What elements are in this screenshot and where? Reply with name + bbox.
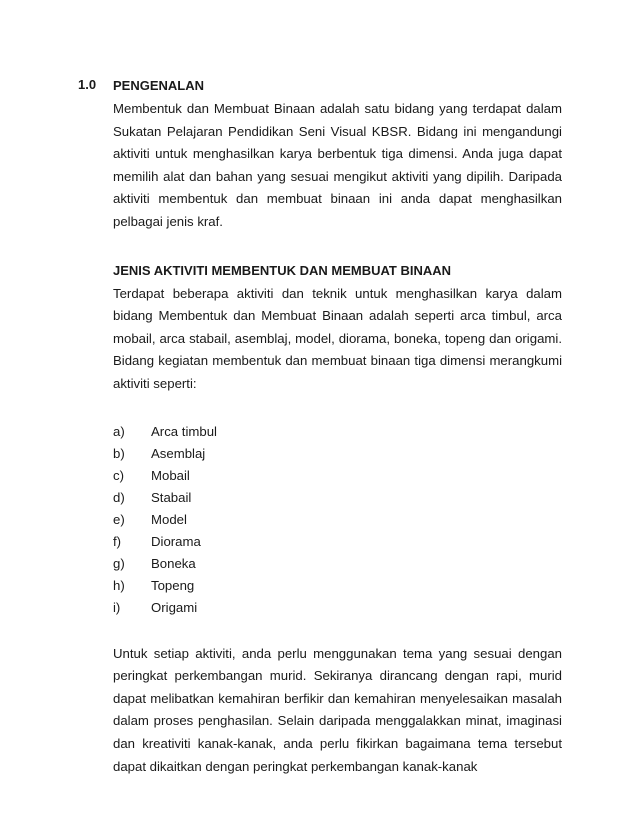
list-marker: a) bbox=[113, 423, 125, 439]
list-item bbox=[113, 487, 562, 509]
list-item-label: Diorama bbox=[151, 533, 201, 549]
list-item bbox=[113, 553, 562, 575]
list-item-label: Arca timbul bbox=[151, 423, 217, 439]
section-number: 1.0 bbox=[78, 77, 97, 92]
list-item-label: Stabail bbox=[151, 489, 192, 505]
list-item bbox=[113, 509, 562, 531]
list-item bbox=[113, 597, 562, 619]
intro-paragraph: Membentuk dan Membuat Binaan adalah satu bidang yang terdapat dalam Sukatan Pelajaran Pendidikan Seni Visual KBSR. Bidang ini mengandungi aktiviti untuk menghasilkan karya berbentuk tiga dimensi. Anda juga dapat memilih alat dan bahan yang sesuai mengikut aktiviti yang dipilih. Daripada aktiviti membentuk dan membuat binaan ini anda dapat menghasilkan pelbagai jenis kraf. bbox=[113, 101, 562, 229]
list-marker: g) bbox=[113, 555, 125, 571]
list-marker: i) bbox=[113, 599, 121, 615]
list-item bbox=[113, 465, 562, 487]
subsection-paragraph: Terdapat beberapa aktiviti dan teknik untuk menghasilkan karya dalam bidang Membentuk dan Membuat Binaan adalah seperti arca timbul, arca mobail, arca stabail, asemblaj, model, diorama, boneka, topeng dan origami. Bidang kegiatan membentuk dan membuat binaan tiga dimensi merangkumi aktiviti seperti: bbox=[113, 285, 562, 391]
list-marker: f) bbox=[113, 533, 122, 549]
list-item-label: Boneka bbox=[151, 555, 196, 571]
list-item-label: Mobail bbox=[151, 467, 190, 483]
list-marker: e) bbox=[113, 511, 125, 527]
list-item-label: Asemblaj bbox=[151, 445, 206, 461]
activity-list bbox=[113, 421, 562, 619]
list-marker: b) bbox=[113, 445, 125, 461]
list-marker: d) bbox=[113, 489, 125, 505]
list-marker: c) bbox=[113, 467, 124, 483]
document-body bbox=[113, 77, 562, 778]
list-item bbox=[113, 575, 562, 597]
list-marker: h) bbox=[113, 577, 125, 593]
closing-paragraph: Untuk setiap aktiviti, anda perlu menggunakan tema yang sesuai dengan peringkat perkembangan murid. Sekiranya dirancang dengan rapi, murid dapat melibatkan kemahiran berfikir dan kemahiran menyelesaikan masalah dalam proses penghasilan. Selain daripada menggalakkan minat, imaginasi dan kreativiti kanak-kanak, anda perlu fikirkan bagaimana tema tersebut dapat dikaitkan dengan peringkat perkembangan kanak-kanak bbox=[113, 645, 562, 774]
list-item bbox=[113, 443, 562, 465]
list-item bbox=[113, 421, 562, 443]
list-item-label: Origami bbox=[151, 599, 198, 615]
list-item bbox=[113, 531, 562, 553]
subsection-title: JENIS AKTIVITI MEMBENTUK DAN MEMBUAT BINAAN bbox=[113, 262, 451, 278]
list-item-label: Model bbox=[151, 511, 187, 527]
list-item-label: Topeng bbox=[151, 577, 195, 593]
section-title: PENGENALAN bbox=[113, 78, 205, 93]
